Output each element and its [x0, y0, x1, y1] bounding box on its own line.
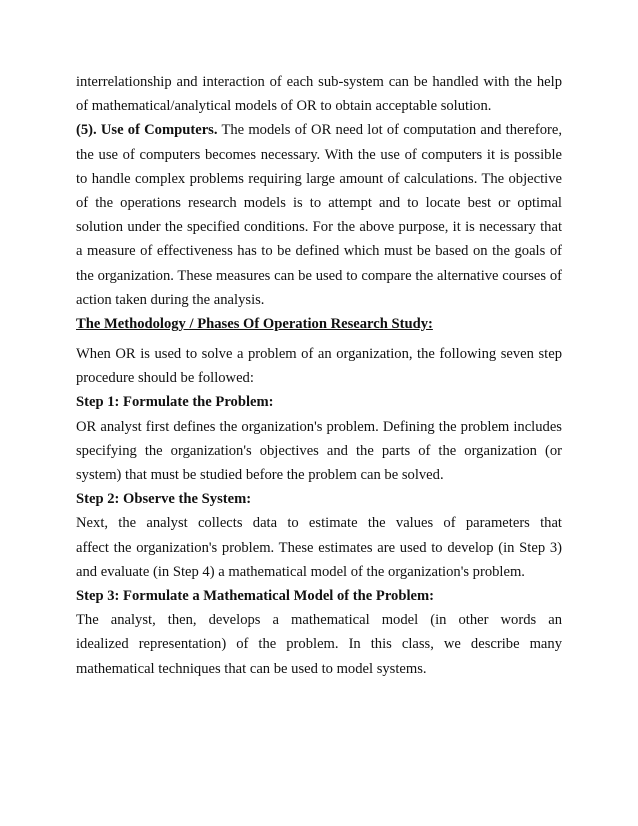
paragraph-line: of the operations research models is to attempt and to locate best or optimal	[76, 194, 562, 211]
paragraph-line: the use of computers becomes necessary. With the use of computers it is possible	[76, 146, 562, 163]
paragraph-line: specifying the organization's objectives and the parts of the organization (or	[76, 442, 562, 459]
paragraph-line: and evaluate (in Step 4) a mathematical model of the organization's problem.	[76, 563, 525, 580]
section-5-heading: (5). Use of Computers.	[76, 122, 218, 139]
paragraph-line: of mathematical/analytical models of OR to obtain acceptable solution.	[76, 98, 492, 115]
step-2-heading: Step 2: Observe the System:	[76, 491, 252, 508]
section-5-first-line	[76, 118, 562, 142]
methodology-heading: The Methodology / Phases Of Operation Research Study:	[76, 315, 433, 332]
step-1-heading: Step 1: Formulate the Problem:	[76, 394, 274, 411]
paragraph-line: OR analyst first defines the organization's problem. Defining the problem includes	[76, 418, 562, 435]
paragraph-line: Next, the analyst collects data to estimate the values of parameters that	[76, 515, 562, 532]
paragraph-line: the organization. These measures can be used to compare the alternative courses of	[76, 267, 562, 284]
paragraph-line: solution under the specified conditions. For the above purpose, it is necessary that	[76, 219, 562, 236]
section-5-first-text: The models of OR need lot of computation and therefore,	[217, 122, 562, 139]
paragraph-line: system) that must be studied before the problem can be solved.	[76, 467, 444, 483]
paragraph-line: procedure should be followed:	[76, 370, 254, 387]
paragraph-line: When OR is used to solve a problem of an organization, the following seven step	[76, 346, 562, 363]
paragraph-line: interrelationship and interaction of each sub-system can be handled with the help	[76, 74, 562, 90]
step-3-heading: Step 3: Formulate a Mathematical Model of the Problem:	[76, 587, 435, 604]
paragraph-line: to handle complex problems requiring large amount of calculations. The objective	[76, 170, 562, 187]
paragraph-line: action taken during the analysis.	[76, 291, 265, 308]
paragraph-line: idealized representation) of the problem. In this class, we describe many	[76, 636, 562, 653]
document-page	[76, 70, 562, 681]
paragraph-line: affect the organization's problem. These estimates are used to develop (in Step 3)	[76, 539, 562, 556]
paragraph-line: The analyst, then, develops a mathematical model (in other words an	[76, 612, 562, 629]
paragraph-line: a measure of effectiveness has to be defined which must be based on the goals of	[76, 243, 562, 260]
paragraph-line: mathematical techniques that can be used to model systems.	[76, 660, 427, 677]
